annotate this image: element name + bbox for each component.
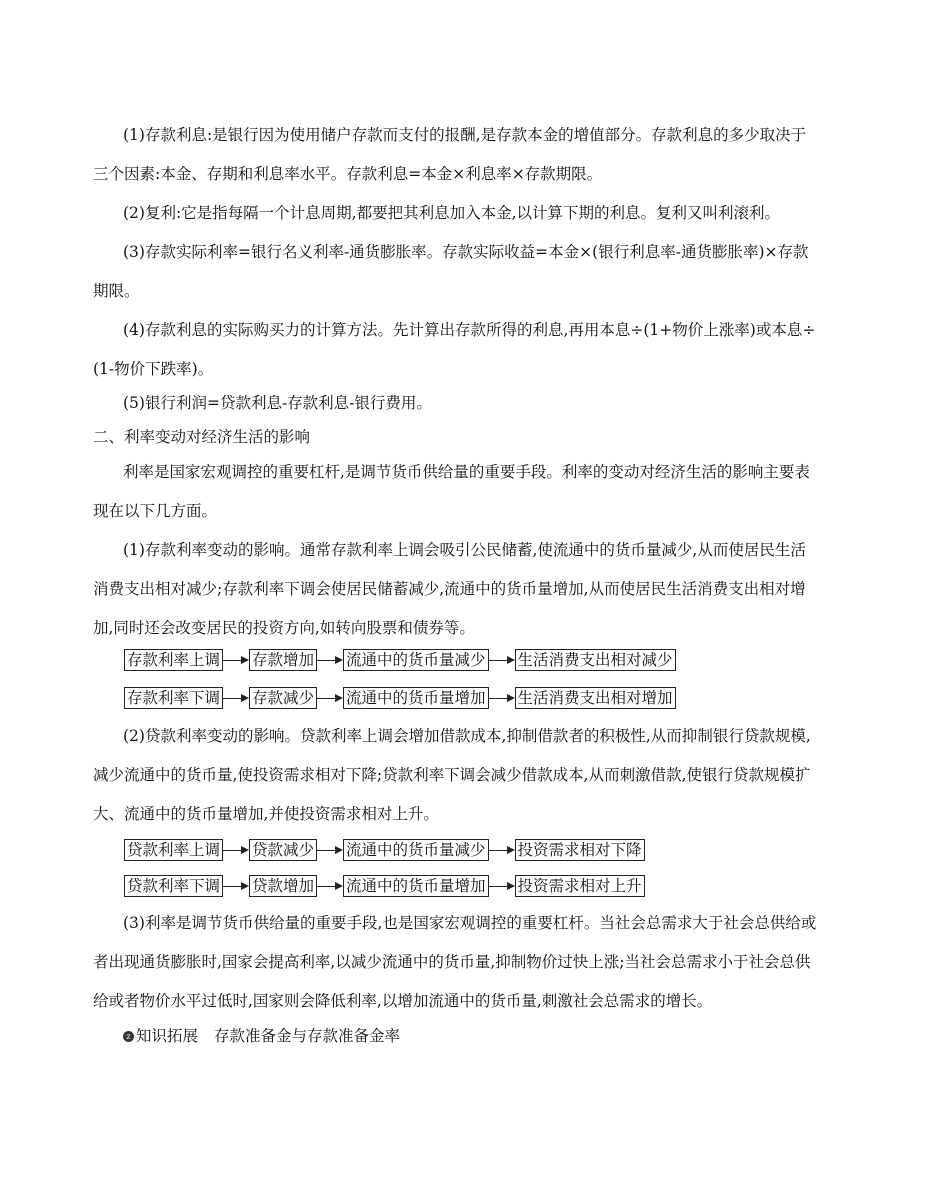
flow-box: 流通中的货币量增加 <box>343 687 489 709</box>
flow-box: 贷款减少 <box>249 839 317 861</box>
flow-box: 流通中的货币量减少 <box>343 839 489 861</box>
flow-box: 贷款增加 <box>249 875 317 897</box>
flow-box: 流通中的货币量增加 <box>343 875 489 897</box>
flow-box: 投资需求相对下降 <box>515 839 645 861</box>
paragraph-loan-rate-line3: 大、流通中的货币量增加,并使投资需求相对上升。 <box>93 805 439 823</box>
right-arrow-icon <box>223 688 249 708</box>
knowledge-extension-label: 知识拓展 <box>136 1027 199 1045</box>
paragraph-deposit-rate-line2: 消费支出相对减少;存款利率下调会使居民储蓄减少,流通中的货币量增加,从而使居民生活消费支出相对增 <box>93 580 806 598</box>
paragraph-deposit-interest-line2: 三个因素:本金、存期和利息率水平。存款利息=本金×利息率×存款期限。 <box>93 165 603 183</box>
paragraph-bank-profit: (5)银行利润=贷款利息-存款利息-银行费用。 <box>123 394 432 412</box>
flow-box: 流通中的货币量减少 <box>343 649 489 671</box>
paragraph-purchasing-power-line2: (1-物价下跌率)。 <box>93 360 214 378</box>
knowledge-extension <box>123 1026 400 1046</box>
right-arrow-icon <box>317 650 343 670</box>
right-arrow-icon <box>489 876 515 896</box>
flow-box: 贷款利率上调 <box>124 839 223 861</box>
flow-deposit-rate-down <box>124 686 676 710</box>
flow-loan-rate-down <box>124 874 645 898</box>
paragraph-loan-rate-line1: (2)贷款利率变动的影响。贷款利率上调会增加借款成本,抑制借款者的积极性,从而抑制银行贷款规模, <box>123 727 811 745</box>
right-arrow-icon <box>489 840 515 860</box>
right-arrow-icon <box>317 876 343 896</box>
paragraph-rate-intro-line2: 现在以下几方面。 <box>93 502 218 520</box>
paragraph-compound-interest: (2)复利:它是指每隔一个计息周期,都要把其利息加入本金,以计算下期的利息。复利又叫利滚利。 <box>123 204 781 222</box>
paragraph-deposit-interest-line1: (1)存款利息:是银行因为使用储户存款而支付的报酬,是存款本金的增值部分。存款利息的多少取决于 <box>123 126 807 144</box>
section-heading-2: 二、利率变动对经济生活的影响 <box>93 428 311 446</box>
knowledge-badge-icon: z <box>123 1031 134 1042</box>
right-arrow-icon <box>223 650 249 670</box>
flow-box: 投资需求相对上升 <box>515 875 645 897</box>
knowledge-extension-title: 存款准备金与存款准备金率 <box>214 1027 401 1045</box>
paragraph-macro-control-line1: (3)利率是调节货币供给量的重要手段,也是国家宏观调控的重要杠杆。当社会总需求大于社会总供给或 <box>123 914 817 932</box>
paragraph-rate-intro-line1: 利率是国家宏观调控的重要杠杆,是调节货币供给量的重要手段。利率的变动对经济生活的影响主要表 <box>123 463 810 481</box>
paragraph-loan-rate-line2: 减少流通中的货币量,使投资需求相对下降;贷款利率下调会减少借款成本,从而刺激借款,使银行贷款规模扩 <box>93 766 811 784</box>
right-arrow-icon <box>317 840 343 860</box>
paragraph-macro-control-line3: 给或者物价水平过低时,国家则会降低利率,以增加流通中的货币量,刺激社会总需求的增长。 <box>93 992 713 1010</box>
flow-box: 存款减少 <box>249 687 317 709</box>
flow-box: 存款增加 <box>249 649 317 671</box>
paragraph-real-rate-line2: 期限。 <box>93 282 140 300</box>
right-arrow-icon <box>223 840 249 860</box>
flow-loan-rate-up <box>124 838 645 862</box>
flow-deposit-rate-up <box>124 648 676 672</box>
right-arrow-icon <box>223 876 249 896</box>
right-arrow-icon <box>489 688 515 708</box>
paragraph-real-rate-line1: (3)存款实际利率=银行名义利率-通货膨胀率。存款实际收益=本金×(银行利息率-通货膨胀率)×存款 <box>123 243 809 261</box>
flow-box: 贷款利率下调 <box>124 875 223 897</box>
flow-box: 生活消费支出相对减少 <box>515 649 676 671</box>
paragraph-macro-control-line2: 者出现通货膨胀时,国家会提高利率,以减少流通中的货币量,抑制物价过快上涨;当社会总需求小于社会总供 <box>93 953 811 971</box>
flow-box: 存款利率下调 <box>124 687 223 709</box>
right-arrow-icon <box>317 688 343 708</box>
flow-box: 存款利率上调 <box>124 649 223 671</box>
flow-box: 生活消费支出相对增加 <box>515 687 676 709</box>
paragraph-purchasing-power-line1: (4)存款利息的实际购买力的计算方法。先计算出存款所得的利息,再用本息÷(1+物价上涨率)或本息÷ <box>123 321 816 339</box>
right-arrow-icon <box>489 650 515 670</box>
paragraph-deposit-rate-line1: (1)存款利率变动的影响。通常存款利率上调会吸引公民储蓄,使流通中的货币量减少,从而使居民生活 <box>123 541 806 559</box>
paragraph-deposit-rate-line3: 加,同时还会改变居民的投资方向,如转向股票和债券等。 <box>93 619 475 637</box>
